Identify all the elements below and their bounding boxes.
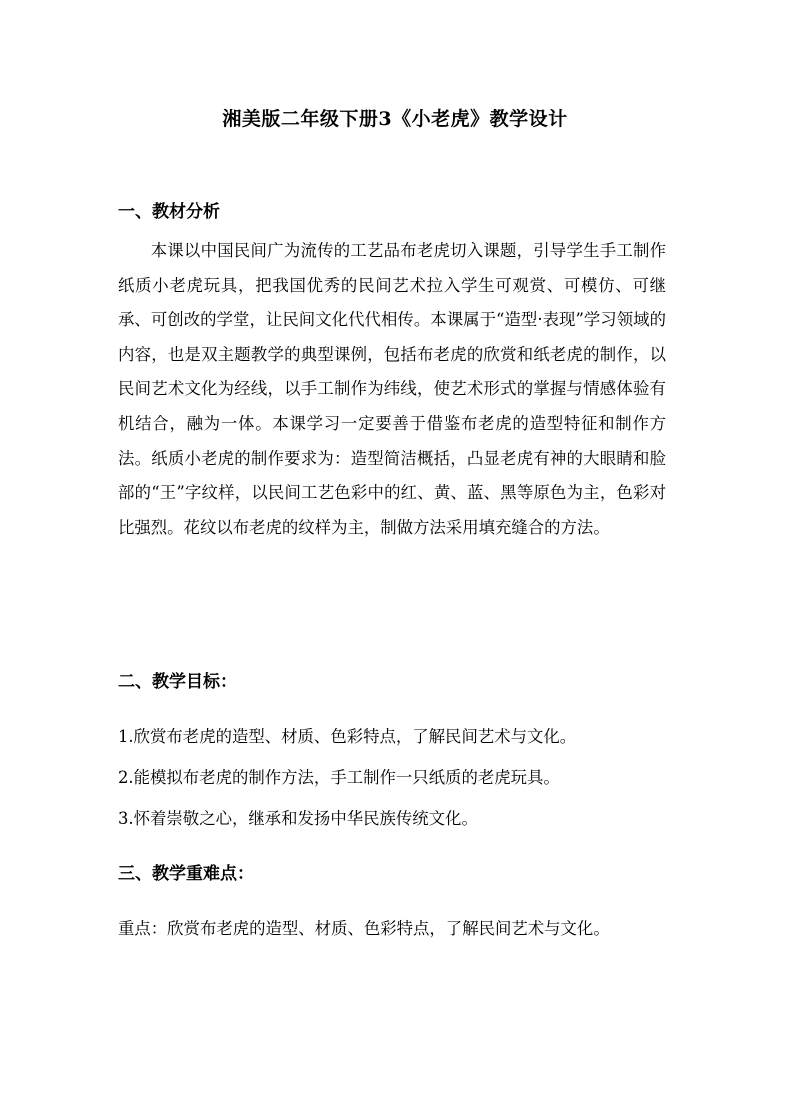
key-point-text: 重点：欣赏布老虎的造型、材质、色彩特点，了解民间艺术与文化。: [118, 919, 610, 938]
section-heading-teaching-goals: 二、教学目标：: [118, 672, 237, 692]
section-heading-key-points: 三、教学重难点：: [118, 864, 254, 884]
section-heading-textbook-analysis: 一、教材分析: [118, 202, 220, 222]
teaching-goal-item-2: 2.能模拟布老虎的制作方法，手工制作一只纸质的老虎玩具。: [118, 768, 560, 787]
teaching-goal-item-3: 3.怀着崇敬之心，继承和发扬中华民族传统文化。: [118, 809, 478, 828]
document-title: 湘美版二年级下册3《小老虎》教学设计: [222, 108, 568, 130]
teaching-goal-item-1: 1.欣赏布老虎的造型、材质、色彩特点，了解民间艺术与文化。: [118, 727, 577, 746]
textbook-analysis-paragraph: 本课以中国民间广为流传的工艺品布老虎切入课题，引导学生手工制作纸质小老虎玩具，把我国优秀的民间艺术拉入学生可观赏、可模仿、可继承、可创改的学堂，让民间文化代代相传。本课属于“造型·表现”学习领域的内容，也是双主题教学的典型课例，包括布老虎的欣赏和纸老虎的制作，以民间艺术文化为经线，以手工制作为纬线，使艺术形式的掌握与情感体验有机结合，融为一体。本课学习一定要善于借鉴布老虎的造型特征和制作方法。纸质小老虎的制作要求为：造型简洁概括，凸显老虎有神的大眼睛和脸部的“王”字纹样，以民间工艺色彩中的红、黄、蓝、黑等原色为主，色彩对比强烈。花纹以布老虎的纹样为主，制做方法采用填充缝合的方法。: [118, 241, 666, 537]
